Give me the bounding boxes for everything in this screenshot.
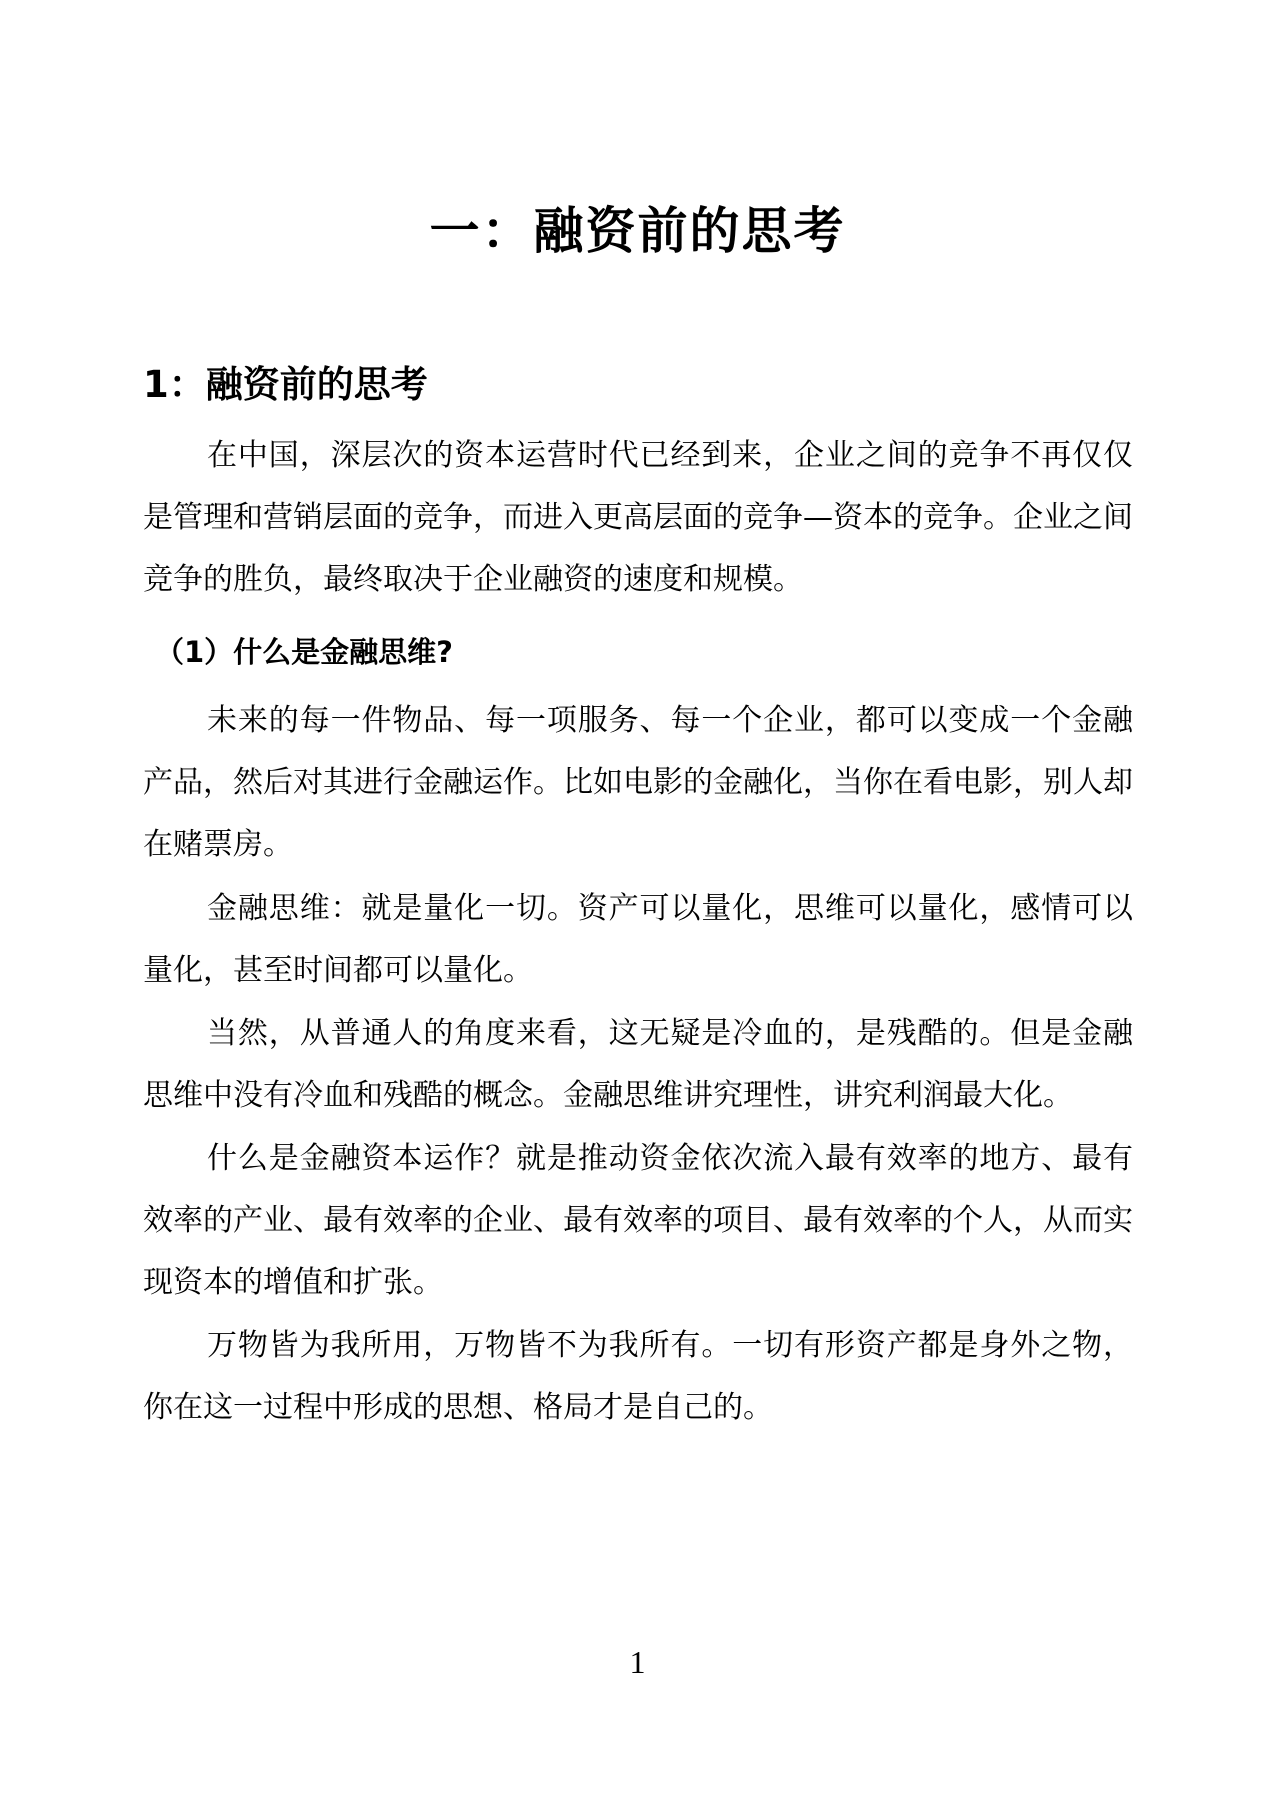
- paragraph: 在中国，深层次的资本运营时代已经到来，企业之间的竞争不再仅仅是管理和营销层面的竞争，而进入更高层面的竞争—资本的竞争。企业之间竞争的胜负，最终取决于企业融资的速度和规模。: [143, 438, 1133, 597]
- paragraph: 金融思维：就是量化一切。资产可以量化，思维可以量化，感情可以量化，甚至时间都可以量化。: [143, 891, 1133, 988]
- paragraph: 当然，从普通人的角度来看，这无疑是冷血的，是残酷的。但是金融思维中没有冷血和残酷的概念。金融思维讲究理性，讲究利润最大化。: [143, 1016, 1133, 1113]
- subsection-title: （1）什么是金融思维?: [155, 635, 454, 669]
- paragraph: 万物皆为我所用，万物皆不为我所有。一切有形资产都是身外之物，你在这一过程中形成的思想、格局才是自己的。: [143, 1328, 1133, 1425]
- page-number: 1: [629, 1644, 646, 1680]
- paragraph: 未来的每一件物品、每一项服务、每一个企业，都可以变成一个金融产品，然后对其进行金融运作。比如电影的金融化，当你在看电影，别人却在赌票房。: [143, 703, 1133, 862]
- chapter-title: 一：融资前的思考: [429, 202, 846, 260]
- paragraph: 什么是金融资本运作？就是推动资金依次流入最有效率的地方、最有效率的产业、最有效率的企业、最有效率的项目、最有效率的个人，从而实现资本的增值和扩张。: [143, 1141, 1133, 1300]
- section-title: 1：融资前的思考: [143, 363, 428, 406]
